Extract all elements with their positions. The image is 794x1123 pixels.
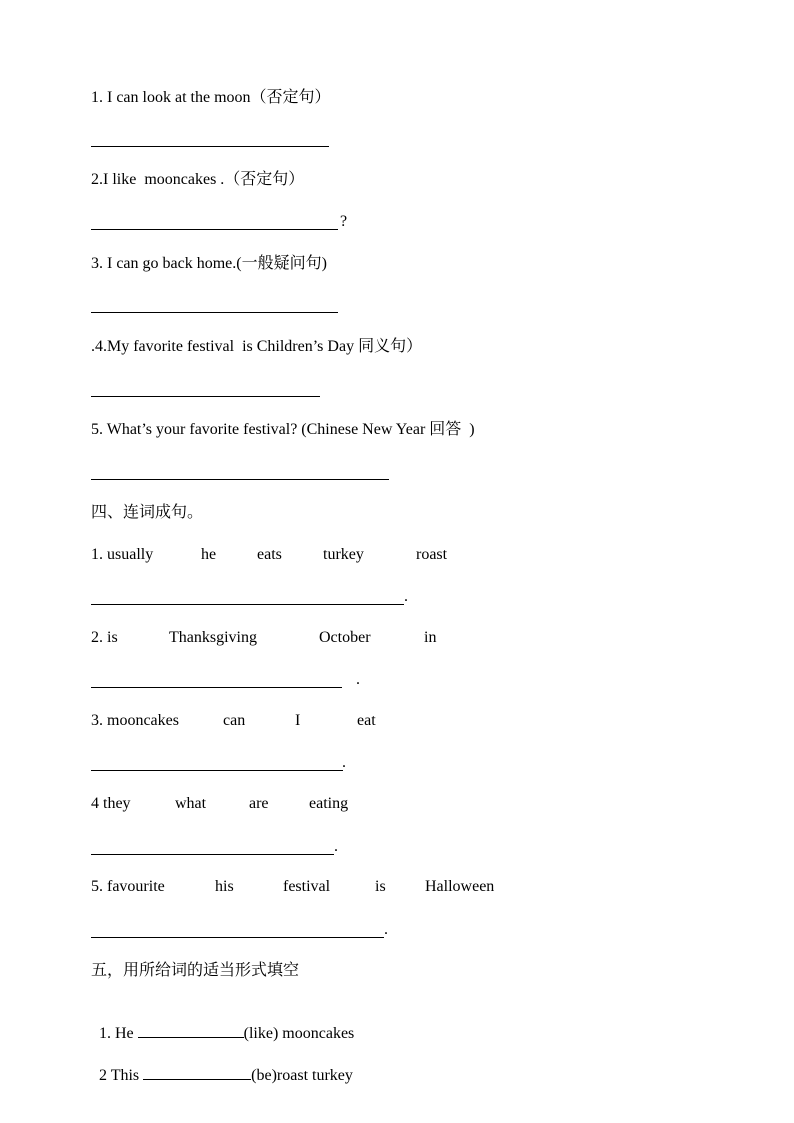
section-4-heading: 四、连词成句。: [91, 504, 204, 521]
arrange-answer-line-1[interactable]: [91, 604, 404, 605]
fill-prefix: 1. He: [99, 1025, 138, 1042]
fill-hint: (like) mooncakes: [243, 1025, 355, 1042]
fill-prefix: 2 This: [99, 1067, 144, 1084]
section-5-heading: 五，用所给词的适当形式填空: [91, 962, 300, 979]
fill-item-2: [91, 1044, 353, 1086]
end-period: .: [384, 921, 388, 938]
word: roast: [416, 546, 448, 563]
question-2: 2.I like mooncakes .（否定句）: [91, 171, 305, 188]
fill-blank[interactable]: [138, 1022, 244, 1038]
word: can: [223, 712, 246, 729]
fill-blank[interactable]: [143, 1064, 251, 1080]
answer-end-mark-2: ?: [340, 213, 348, 230]
word-row-5: [91, 877, 521, 897]
word: festival: [283, 878, 331, 895]
answer-line-5[interactable]: [91, 479, 389, 480]
end-period: .: [356, 671, 360, 688]
fill-item-1: [91, 1002, 354, 1044]
word-row-1: [91, 545, 511, 565]
arrange-answer-line-2[interactable]: [91, 687, 342, 688]
word: eating: [309, 795, 349, 812]
word: in: [424, 629, 437, 646]
word: 4 they: [91, 795, 131, 812]
answer-line-2[interactable]: [91, 229, 338, 230]
word: Halloween: [425, 878, 495, 895]
word: 3. mooncakes: [91, 712, 179, 729]
word: are: [249, 795, 269, 812]
word: 5. favourite: [91, 878, 165, 895]
word: eats: [257, 546, 282, 563]
question-3: 3. I can go back home.(一般疑问句): [91, 255, 327, 272]
word: Thanksgiving: [169, 629, 257, 646]
question-1: 1. I can look at the moon（否定句）: [91, 89, 331, 106]
answer-line-3[interactable]: [91, 312, 338, 313]
fill-hint: (be)roast turkey: [251, 1067, 353, 1084]
word: he: [201, 546, 217, 563]
question-4: .4.My favorite festival is Children’s Day 同义句）: [91, 338, 423, 355]
word: turkey: [323, 546, 364, 563]
end-period: .: [342, 754, 346, 771]
word: is: [375, 878, 386, 895]
word: October: [319, 629, 371, 646]
answer-line-1[interactable]: [91, 146, 329, 147]
word: what: [175, 795, 207, 812]
word: 2. is: [91, 629, 118, 646]
end-period: .: [404, 588, 408, 605]
end-period: .: [334, 838, 338, 855]
word-row-2: [91, 628, 511, 648]
arrange-answer-line-5[interactable]: [91, 937, 384, 938]
answer-line-4[interactable]: [91, 396, 320, 397]
word: 1. usually: [91, 546, 154, 563]
word-row-3: [91, 711, 511, 731]
word-row-4: [91, 794, 511, 814]
word: I: [295, 712, 301, 729]
word: his: [215, 878, 234, 895]
arrange-answer-line-3[interactable]: [91, 770, 343, 771]
question-5: 5. What’s your favorite festival? (Chinese New Year 回答 ): [91, 421, 475, 438]
word: eat: [357, 712, 376, 729]
arrange-answer-line-4[interactable]: [91, 854, 334, 855]
